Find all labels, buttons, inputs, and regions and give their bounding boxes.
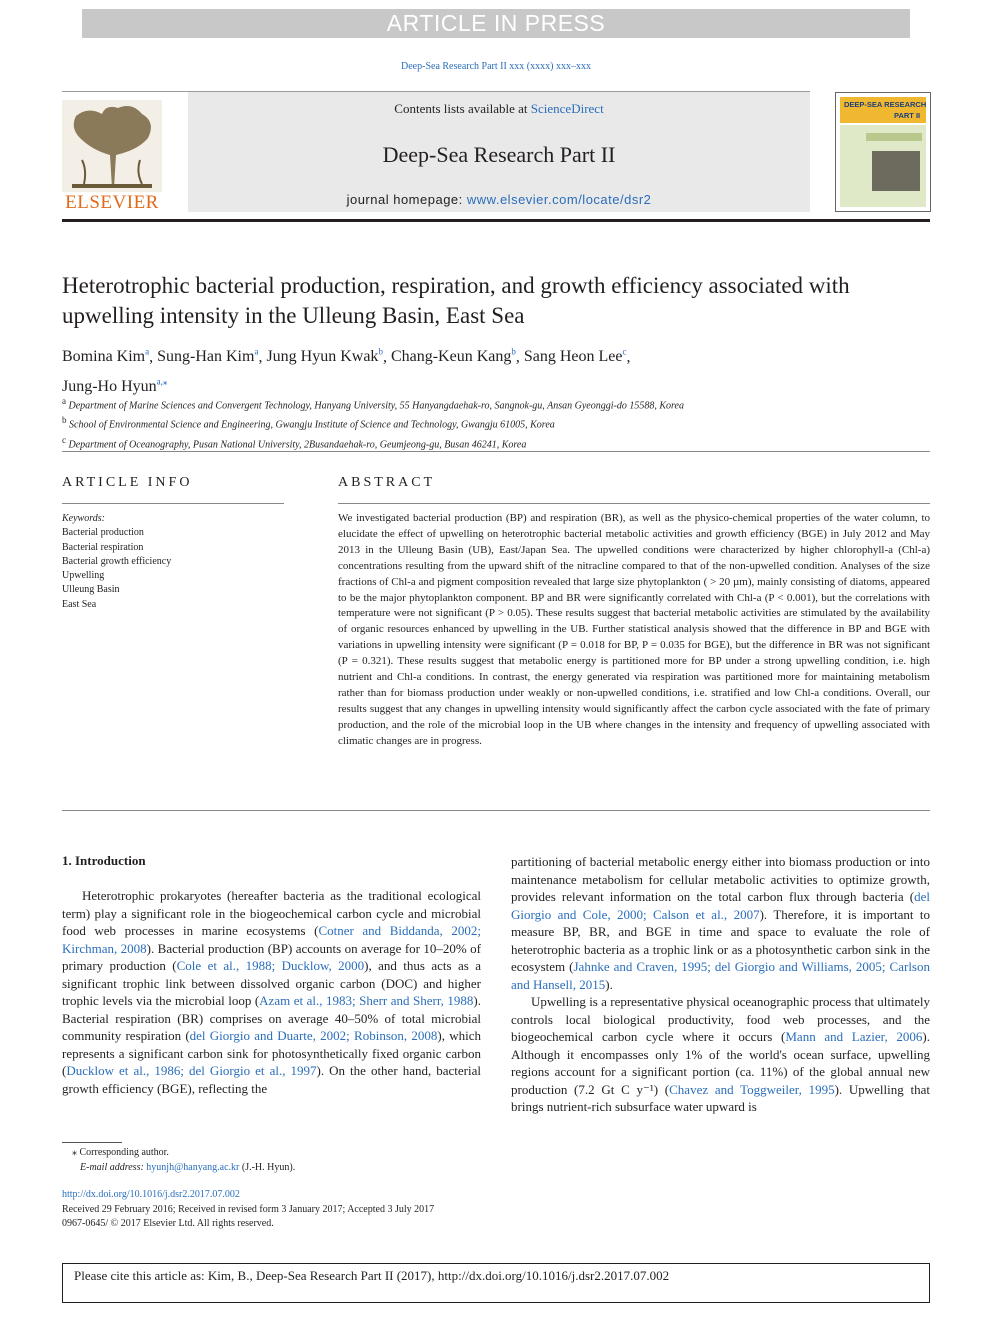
author[interactable]: Chang-Keun Kang$^b$: [390, 347, 516, 366]
journal-title: Deep-Sea Research Part II: [382, 142, 616, 167]
journal-reference[interactable]: Deep-Sea Research Part II xxx (xxxx) xxx–xxx: [401, 61, 591, 72]
citation-link[interactable]: Mann and Lazier, 2006: [785, 1029, 923, 1044]
keyword: Ulleung Basin: [62, 584, 120, 596]
citation-text: Please cite this article as: Kim, B., Deep-Sea Research Part II (2017), http://dx.doi.org/10.1016/j.dsr2.2017.07.002: [74, 1268, 670, 1283]
email-note: E-mail address: hyunjh@hanyang.ac.kr (J.-H. Hyun).: [80, 1161, 296, 1173]
article-in-press-banner: ARTICLE IN PRESS: [82, 9, 910, 38]
author[interactable]: Jung Hyun Kwak$^b$: [266, 347, 383, 366]
intro-paragraph: Upwelling is a representative physical oceanographic process that ultimately controls local biological productivity, food web processes, and the biogeochemical carbon cycle where it occurs (Mann and Lazier, 2006). Although it encompasses only 1% of the world's ocean surface, upwelling regions account for a significant portion (ca. 11%) of the global annual new production (7.2 Gt C y⁻¹) (Chavez and Toggweiler, 1995). Upwelling that brings nutrient-rich subsurface water upward is: [511, 994, 930, 1114]
elsevier-logo: [62, 100, 162, 212]
publisher-name: ELSEVIER: [65, 192, 159, 213]
journal-cover-image: [835, 92, 931, 212]
email-link[interactable]: hyunjh@hanyang.ac.kr: [146, 1161, 240, 1173]
citation-link[interactable]: Cotner and Biddanda, 2002; Kirchman, 2008: [62, 923, 481, 956]
article-info-rule: [62, 503, 284, 504]
abstract-heading: ABSTRACT: [338, 475, 436, 490]
contents-line: Contents lists available at ScienceDirect: [394, 101, 604, 116]
keyword: Bacterial growth efficiency: [62, 555, 172, 567]
affiliation: $^a$ Department of Marine Sciences and Convergent Technology, Hanyang University, 55 Hanyangdaehak-ro, Sangnok-gu, Ansan Gyeonggi-do 15588, Korea: [62, 396, 684, 412]
author[interactable]: Jung-Ho Hyun$^{a,⁎}$: [62, 376, 168, 395]
homepage-link[interactable]: www.elsevier.com/locate/dsr2: [466, 192, 652, 207]
intro-column-1: [62, 887, 481, 1097]
footnote-rule: [62, 1142, 122, 1143]
citation-link[interactable]: del Giorgio and Cole, 2000; Calson et al., 2007: [511, 889, 930, 922]
keyword: Upwelling: [62, 570, 105, 582]
intro-paragraph: partitioning of bacterial metabolic energy either into biomass production or into maintenance metabolism for cellular metabolic activities to optimize growth, provides relevant information on the total carbon flux through bacteria (del Giorgio and Cole, 2000; Calson et al., 2007). Therefore, it is important to measure BP, BR, and BGE in time and space to evaluate the role of heterotrophic bacteria as a trophic link or as a photosynthetic carbon sink in the ecosystem (Jahnke and Craven, 1995; del Giorgio and Williams, 2005; Carlson and Hansell, 2015).: [511, 854, 930, 992]
citation-link[interactable]: Azam et al., 1983; Sherr and Sherr, 1988: [259, 993, 474, 1008]
citation-link[interactable]: del Giorgio and Duarte, 2002; Robinson, 2008: [189, 1028, 438, 1043]
intro-paragraph: Heterotrophic prokaryotes (hereafter bacteria as the traditional ecological term) play a significant role in the biogeochemical carbon cycle and microbial food web processes in marine ecosystems (Cotner and Biddanda, 2002; Kirchman, 2008). Bacterial production (BP) accounts on average for 10–20% of primary production (Cole et al., 1988; Ducklow, 2000), and thus acts as a significant trophic link between dissolved organic carbon (DOC) and higher trophic levels via the microbial loop (Azam et al., 1983; Sherr and Sherr, 1988). Bacterial respiration (BR) comprises on average 40–50% of total microbial community respiration (del Giorgio and Duarte, 2002; Robinson, 2008), which represents a significant carbon sink for photosynthetically fixed organic carbon (Ducklow et al., 1986; del Giorgio et al., 1997). On the other hand, bacterial growth efficiency (BGE), reflecting the: [62, 888, 481, 1096]
article-title: Heterotrophic bacterial production, respiration, and growth efficiency associated with upwelling intensity in the Ulleung Basin, East Sea: [62, 273, 850, 328]
sciencedirect-link[interactable]: ScienceDirect: [530, 101, 604, 116]
doi-link[interactable]: http://dx.doi.org/10.1016/j.dsr2.2017.07.002: [62, 1189, 240, 1200]
article-metadata: [62, 1188, 662, 1232]
cover-title-2: PART II: [894, 111, 921, 120]
header-rule: [62, 219, 930, 222]
keyword: East Sea: [62, 598, 97, 610]
journal-homepage: journal homepage: www.elsevier.com/locate/dsr2: [346, 192, 652, 207]
keyword: Bacterial respiration: [62, 541, 144, 553]
keywords-block: [62, 512, 292, 612]
author[interactable]: Bomina Kim$^a$: [62, 347, 150, 366]
citation-link[interactable]: Ducklow et al., 1986; del Giorgio et al., 1997: [66, 1063, 317, 1078]
citation-link[interactable]: Jahnke and Craven, 1995; del Giorgio and Williams, 2005; Carlson and Hansell, 2015: [511, 959, 930, 992]
copyright: 0967-0645/ © 2017 Elsevier Ltd. All rights reserved.: [62, 1218, 274, 1229]
author[interactable]: Sung-Han Kim$^a$: [157, 347, 259, 366]
author[interactable]: Sang Heon Lee$^c$: [523, 347, 627, 366]
affiliation: $^c$ Department of Oceanography, Pusan National University, 2Busandaehak-ro, Geumjeong-gu, Busan 46241, Korea: [62, 434, 527, 450]
corresponding-author-note: ⁎ Corresponding author.: [72, 1147, 169, 1158]
affiliation: $^b$ School of Environmental Science and Engineering, Gwangju Institute of Science and Technology, Gwangju 61005, Korea: [62, 415, 555, 431]
abstract-rule: [338, 503, 930, 504]
article-info-heading: ARTICLE INFO: [62, 475, 193, 490]
intro-column-2: [511, 853, 930, 1116]
abstract-text: We investigated bacterial production (BP) and respiration (BR), as well as the physico-chemical properties of the water column, to elucidate the effect of upwelling on heterotrophic bacterial metabolic activities and growth efficiency (BGE) in July 2012 and May 2013 in the Ulleung Basin (UB), East/Japan Sea. The upwelled conditions were characterized by higher chlorophyll-a (Chl-a) concentrations resulting from the upward shift of the nitracline compared to that of the non-upwelled condition. Analyses of the size fractions of Chl-a and pigment composition revealed that large size phytoplankton ( > 20 µm), mainly consisting of diatoms, appeared to be the major phytoplankton component. BP and BR were significantly correlated with Chl-a (P < 0.001), but the correlations with temperature were not significant (P > 0.05). These results suggest that bacterial metabolic activities are stimulated by the availability of organic resources enhanced by upwelling in the UB. Further statistical analysis showed that the difference in BP and BGE with variations in upwelling intensity were significant (P = 0.018 for BP, P = 0.035 for BGE), but the difference in BR was not significant (P = 0.321). These results suggest that metabolic energy is partitioned more for BP under a strong upwelling condition, i.e. high nutrient and Chl-a conditions. In contrast, the energy generated via respiration was partitioned more for maintaining metabolism rather than for biomass production under weakly or non-upwelled conditions, i.e. stratified and low Chl-a conditions. Overall, our results suggest that any changes in upwelling intensity would significantly affect the carbon cycle associated with the fate of primary production, and the role of the microbial loop in the UB where changes in the intensity and frequency of upwelling associated with climatic changes are in progress.: [338, 512, 930, 747]
keyword: Bacterial production: [62, 527, 144, 539]
received-dates: Received 29 February 2016; Received in revised form 3 January 2017; Accepted 3 July 2017: [62, 1203, 435, 1215]
section-rule: [62, 451, 930, 452]
citation-link[interactable]: Chavez and Toggweiler, 1995: [669, 1081, 835, 1097]
footnotes: [62, 1146, 562, 1175]
cover-title-1: DEEP-SEA RESEARCH: [844, 100, 927, 109]
affiliations: [62, 394, 922, 452]
introduction-heading: 1. Introduction: [62, 853, 146, 868]
author-list: Bomina Kim$^a$, Sung-Han Kim$^a$, Jung Hyun Kwak$^b$, Chang-Keun Kang$^b$, Sang Heon Lee$^c$, Jung-Ho Hyun$^{a,⁎}$: [62, 347, 631, 395]
keywords-label: Keywords:: [62, 513, 105, 524]
citation-link[interactable]: Cole et al., 1988; Ducklow, 2000: [176, 958, 365, 973]
section-rule: [62, 810, 930, 811]
